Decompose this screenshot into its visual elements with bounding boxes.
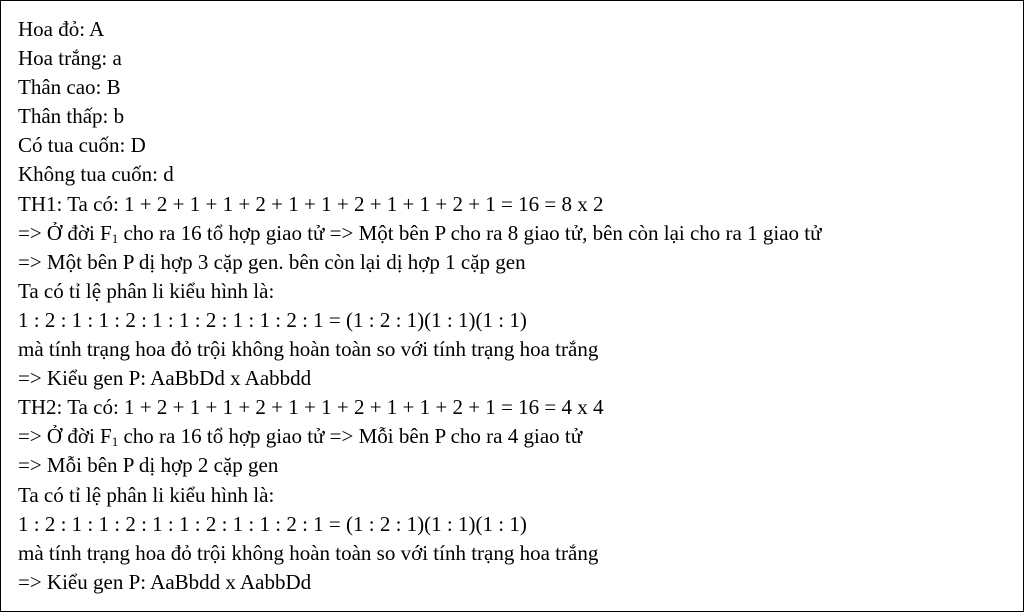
text-line-case1-heterozygous: => Một bên P dị hợp 3 cặp gen. bên còn lại dị hợp 1 cặp gen [18, 249, 526, 274]
text-line-short-stem: Thân thấp: b [18, 104, 125, 129]
f1-suffix: cho ra 16 tổ hợp giao tử => Mỗi bên P cho ra 4 giao tử [118, 424, 583, 449]
text-line-case2-dominance: mà tính trạng hoa đỏ trội không hoàn toàn so với tính trạng hoa trắng [18, 540, 599, 565]
text-line-case2-sum: TH2: Ta có: 1 + 2 + 1 + 1 + 2 + 1 + 1 + 2 + 1 + 1 + 2 + 1 = 16 = 4 x 4 [18, 395, 604, 420]
text-line-case1-ratio: 1 : 2 : 1 : 1 : 2 : 1 : 1 : 2 : 1 : 1 : 2 : 1 = (1 : 2 : 1)(1 : 1)(1 : 1) [18, 307, 527, 332]
text-line-red-flower: Hoa đỏ: A [18, 17, 105, 41]
f1-subscript: 1 [111, 230, 119, 246]
text-line-case1-dominance: mà tính trạng hoa đỏ trội không hoàn toàn so với tính trạng hoa trắng [18, 337, 599, 362]
f1-prefix: => Ở đời F [18, 424, 112, 449]
text-line-case1-f1 [18, 219, 1019, 248]
text-line-with-tendril: Có tua cuốn: D [18, 133, 146, 158]
text-line-case2-heterozygous: => Mỗi bên P dị hợp 2 cặp gen [18, 453, 279, 478]
text-line-case2-f1 [18, 422, 1019, 451]
text-line-case1-genotype: => Kiểu gen P: AaBbDd x Aabbdd [18, 366, 312, 391]
document-body [18, 15, 1019, 597]
f1-suffix: cho ra 16 tổ hợp giao tử => Một bên P cho ra 8 giao tử, bên còn lại cho ra 1 giao tử [118, 220, 822, 245]
text-line-case2-ratio: 1 : 2 : 1 : 1 : 2 : 1 : 1 : 2 : 1 : 1 : 2 : 1 = (1 : 2 : 1)(1 : 1)(1 : 1) [18, 511, 527, 536]
text-line-case1-ratio-intro: Ta có tỉ lệ phân li kiểu hình là: [18, 278, 275, 303]
text-line-case2-ratio-intro: Ta có tỉ lệ phân li kiểu hình là: [18, 482, 275, 507]
text-line-no-tendril: Không tua cuốn: d [18, 162, 174, 187]
text-line-case2-genotype: => Kiểu gen P: AaBbdd x AabbDd [18, 569, 312, 594]
text-line-case1-sum: TH1: Ta có: 1 + 2 + 1 + 1 + 2 + 1 + 1 + 2 + 1 + 1 + 2 + 1 = 16 = 8 x 2 [18, 191, 604, 216]
f1-prefix: => Ở đời F [18, 220, 112, 245]
f1-subscript: 1 [111, 434, 119, 450]
text-line-tall-stem: Thân cao: B [18, 75, 121, 100]
text-line-white-flower: Hoa trắng: a [18, 46, 122, 71]
